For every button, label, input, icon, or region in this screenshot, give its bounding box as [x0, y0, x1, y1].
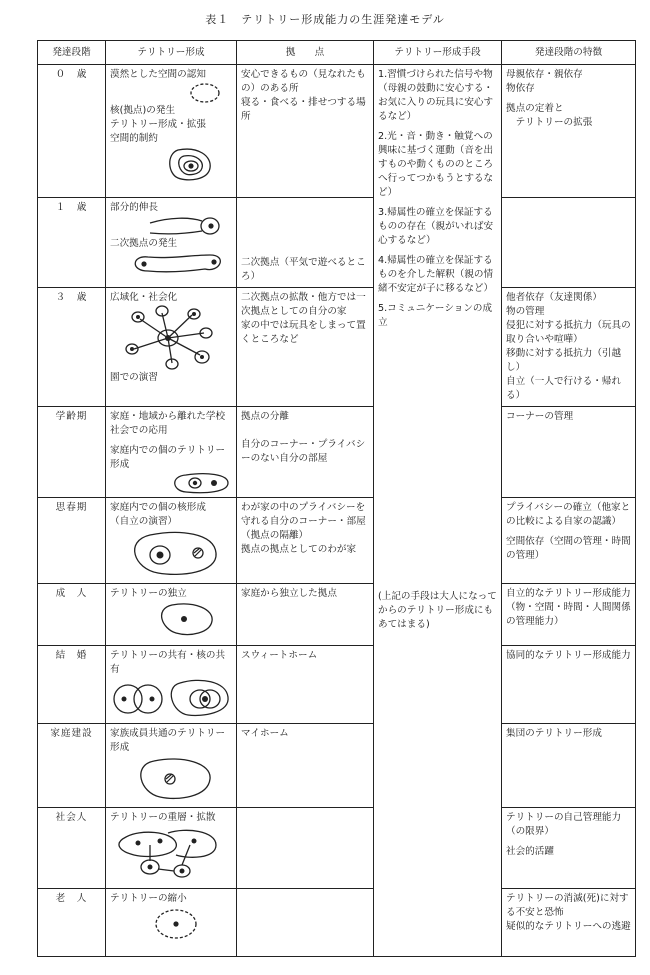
territory-text: 部分的伸長	[110, 202, 158, 213]
features-cell	[502, 198, 636, 288]
feature-text: テリトリーの自己管理能力（の限界）	[506, 812, 622, 837]
secondary-base-figure	[110, 251, 230, 275]
feature-text: 母親依存・親依存 物依存	[506, 69, 583, 94]
header-features: 発達段階の特徴	[502, 41, 636, 65]
territory-text: 核(拠点)の発生 テリトリー形成・拡張 空間的制約	[110, 105, 206, 144]
means-cell	[374, 65, 502, 584]
territory-text: 家庭内での個のテリトリー形成	[110, 445, 226, 470]
territory-cell	[106, 498, 237, 584]
territory-text: 家庭・地域から離れた学校社会での応用	[110, 411, 226, 436]
feature-text: 拠点の定着と テリトリーの拡張	[506, 103, 593, 128]
header-territory: テリトリー形成	[106, 41, 237, 65]
dashed-circle-figure	[110, 82, 230, 104]
features-cell: コーナーの管理	[502, 407, 636, 498]
base-cell	[237, 889, 374, 957]
stage-cell: １ 歳	[38, 198, 106, 288]
means-item: 3.帰属性の確立を保証するものの存在（親がいれば安心するなど）	[378, 207, 494, 246]
territory-cell	[106, 724, 237, 808]
territory-text: テリトリーの重層・拡散	[110, 812, 216, 823]
base-cell: 二次拠点の拡散・他方では一次拠点としての自分の家 家の中では玩具をしまって置くところなど	[237, 288, 374, 407]
means-item: 1.習慣づけられた信号や物（母親の鼓動に安心する・お気に入りの玩具に安心するなど）	[378, 69, 494, 122]
base-cell: 安心できるもの（見なれたもの）のある所 寝る・食べる・排せつする場所	[237, 65, 374, 198]
individual-territory-figure	[110, 472, 230, 494]
layered-territory-figure	[110, 825, 230, 881]
territory-text: 家庭内での個の核形成 （自立の演習）	[110, 502, 206, 527]
means-item: 4.帰属性の確立を保証するものを介した解釈（親の情緒不安定が子に移るなど）	[378, 255, 494, 294]
table-row	[38, 65, 636, 198]
territory-text: 二次拠点の発生	[110, 238, 178, 249]
table-row	[38, 288, 636, 407]
table-row	[38, 407, 636, 498]
territory-cell	[106, 65, 237, 198]
territory-cell	[106, 584, 237, 646]
stage-cell: 家庭建設	[38, 724, 106, 808]
territory-cell	[106, 808, 237, 889]
territory-text: テリトリーの共有・核の共有	[110, 650, 226, 675]
territory-cell	[106, 198, 237, 288]
socialization-figure	[110, 305, 230, 371]
table-row	[38, 198, 636, 288]
territory-cell	[106, 889, 237, 957]
table-row	[38, 808, 636, 889]
table-row	[38, 724, 636, 808]
stage-cell: 社会人	[38, 808, 106, 889]
stage-cell: 思春期	[38, 498, 106, 584]
stage-cell: ０ 歳	[38, 65, 106, 198]
base-cell: スウィートホーム	[237, 646, 374, 724]
stage-cell: ３ 歳	[38, 288, 106, 407]
feature-text: 社会的活躍	[506, 846, 554, 857]
territory-text: 広域化・社会化	[110, 292, 178, 303]
extension-figure	[110, 215, 230, 237]
family-territory-figure	[110, 755, 230, 801]
base-cell: わが家の中のプライバシーを守れる自分のコーナー・部屋（拠点の隔離） 拠点の拠点としてのわが家	[237, 498, 374, 584]
header-means: テリトリー形成手段	[374, 41, 502, 65]
concentric-territory-figure	[110, 146, 230, 182]
table-row	[38, 889, 636, 957]
features-cell: テリトリーの消滅(死)に対する不安と恐怖 疑似的なテリトリーへの逃避	[502, 889, 636, 957]
table-row	[38, 498, 636, 584]
table-row	[38, 646, 636, 724]
base-cell: 家庭から独立した拠点	[237, 584, 374, 646]
territory-text: テリトリーの独立	[110, 588, 187, 599]
features-cell	[502, 808, 636, 889]
features-cell: 他者依存（友達関係） 物の管理 侵犯に対する抵抗力（玩具の取り合いや喧嘩） 移動に対する抵抗力（引越し） 自立（一人で行ける・帰れる）	[502, 288, 636, 407]
features-cell: 集団のテリトリー形成	[502, 724, 636, 808]
stage-cell: 老 人	[38, 889, 106, 957]
shared-territory-figure	[110, 677, 234, 717]
features-cell	[502, 498, 636, 584]
feature-text: 空間依存（空間の管理・時間の管理）	[506, 536, 631, 561]
header-row	[38, 41, 636, 65]
development-table	[37, 40, 636, 957]
territory-cell	[106, 288, 237, 407]
features-cell	[502, 65, 636, 198]
means-item: 2.光・音・動き・触覚への興味に基づく運動（音を出すものや動くもののところへ行ってつかもうとするなど）	[378, 131, 494, 198]
stage-cell: 成 人	[38, 584, 106, 646]
territory-cell	[106, 646, 237, 724]
stage-cell: 結 婚	[38, 646, 106, 724]
territory-text: 家族成員共通のテリトリー形成	[110, 728, 226, 753]
base-cell: 拠点の分離 自分のコーナー・プライバシーのない自分の部屋	[237, 407, 374, 498]
features-cell: 協同的なテリトリー形成能力	[502, 646, 636, 724]
header-base: 拠 点	[237, 41, 374, 65]
feature-text: プライバシーの確立（他家との比較による自家の認識）	[506, 502, 631, 527]
territory-text: 漠然とした空間の認知	[110, 69, 206, 80]
features-cell: 自立的なテリトリー形成能力（物・空間・時間・人間関係の管理能力）	[502, 584, 636, 646]
table-row	[38, 584, 636, 646]
territory-text: テリトリーの縮小	[110, 893, 187, 904]
territory-text: 園での演習	[110, 372, 158, 383]
header-stage: 発達段階	[38, 41, 106, 65]
means-item: 5.コミュニケーションの成立	[378, 303, 493, 328]
shrinking-territory-figure	[110, 906, 230, 942]
base-cell: 二次拠点（平気で遊べるところ）	[237, 198, 374, 288]
territory-cell	[106, 407, 237, 498]
core-formation-figure	[110, 529, 230, 577]
means-note: (上記の手段は大人になってからのテリトリー形成にもあてはまる)	[378, 590, 497, 630]
table-title: 表１ テリトリー形成能力の生涯発達モデル	[205, 13, 445, 26]
means-note-cell	[374, 584, 502, 957]
base-cell: マイホーム	[237, 724, 374, 808]
independent-territory-figure	[110, 601, 230, 637]
stage-cell: 学齢期	[38, 407, 106, 498]
base-cell	[237, 808, 374, 889]
